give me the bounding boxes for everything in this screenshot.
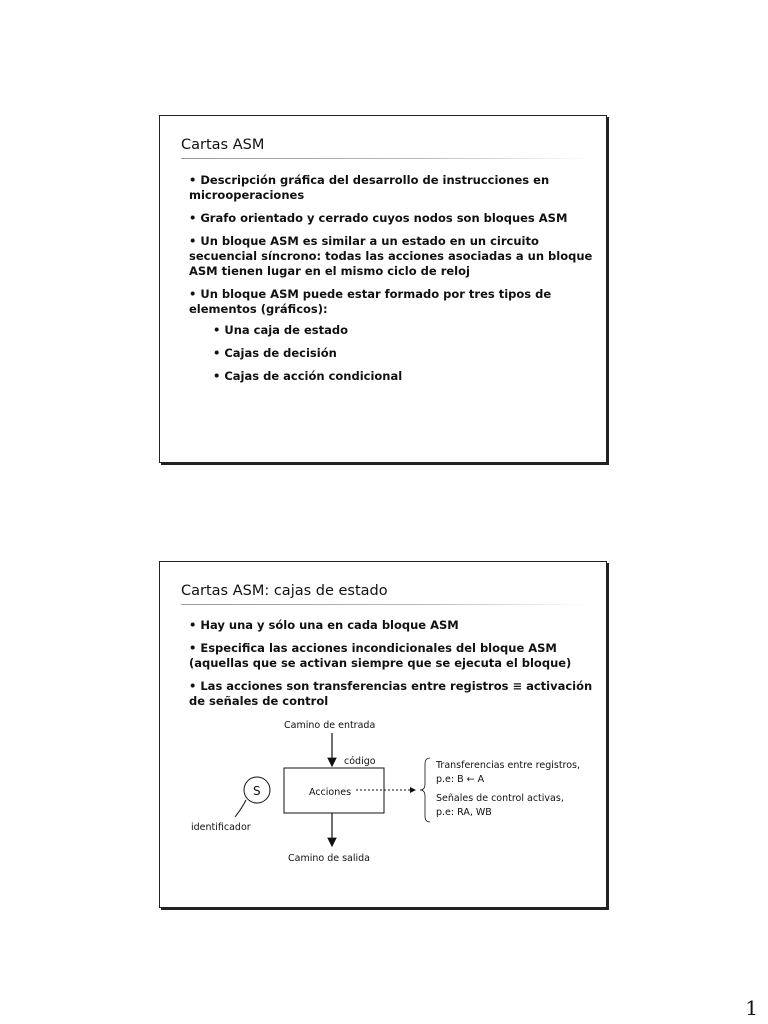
page-number: 1: [745, 996, 758, 1020]
exit-path-label: Camino de salida: [288, 853, 370, 864]
slide-1-title: Cartas ASM: [181, 137, 265, 153]
sub-bullet-item: • Cajas de acción condicional: [213, 369, 403, 383]
bullet-item: • Un bloque ASM es similar a un estado en un circuito secuencial síncrono: todas las acciones asociadas a un bloque ASM tienen lugar en el mismo ciclo de reloj: [189, 234, 593, 278]
bullet-item: • Las acciones son transferencias entre registros ≡ activación de señales de control: [189, 679, 593, 708]
slide-2: [159, 561, 607, 908]
slide-1-bullet-list: [189, 173, 594, 392]
note-line-1: Transferencias entre registros,: [436, 760, 581, 771]
sub-bullet-item: • Una caja de estado: [213, 323, 348, 337]
notes-brace: [420, 758, 430, 822]
slide-2-title: Cartas ASM: cajas de estado: [181, 583, 388, 599]
code-label: código: [344, 756, 376, 767]
action-box-label: Acciones: [309, 787, 352, 798]
title-underline: [181, 158, 591, 159]
identifier-leader: [235, 800, 246, 817]
bullet-item: • Hay una y sólo una en cada bloque ASM: [189, 618, 459, 632]
state-box-diagram: [160, 562, 606, 907]
identifier-label: identificador: [191, 822, 251, 833]
slide-1: [159, 115, 607, 463]
state-symbol: S: [253, 784, 261, 798]
note-line-3: Señales de control activas,: [436, 793, 564, 804]
sub-bullet-item: • Cajas de decisión: [213, 346, 337, 360]
note-line-4: p.e: RA, WB: [436, 807, 492, 818]
bullet-item: • Descripción gráfica del desarrollo de instrucciones en microoperaciones: [189, 173, 550, 202]
bullet-item: • Un bloque ASM puede estar formado por tres tipos de elementos (gráficos):: [189, 287, 552, 316]
bullet-item: • Grafo orientado y cerrado cuyos nodos son bloques ASM: [189, 211, 568, 225]
note-line-2: p.e: B ← A: [436, 774, 485, 785]
entry-path-label: Camino de entrada: [284, 720, 376, 731]
bullet-item: • Especifica las acciones incondicionales del bloque ASM (aquellas que se activan siempre que se ejecuta el bloque): [189, 641, 572, 670]
